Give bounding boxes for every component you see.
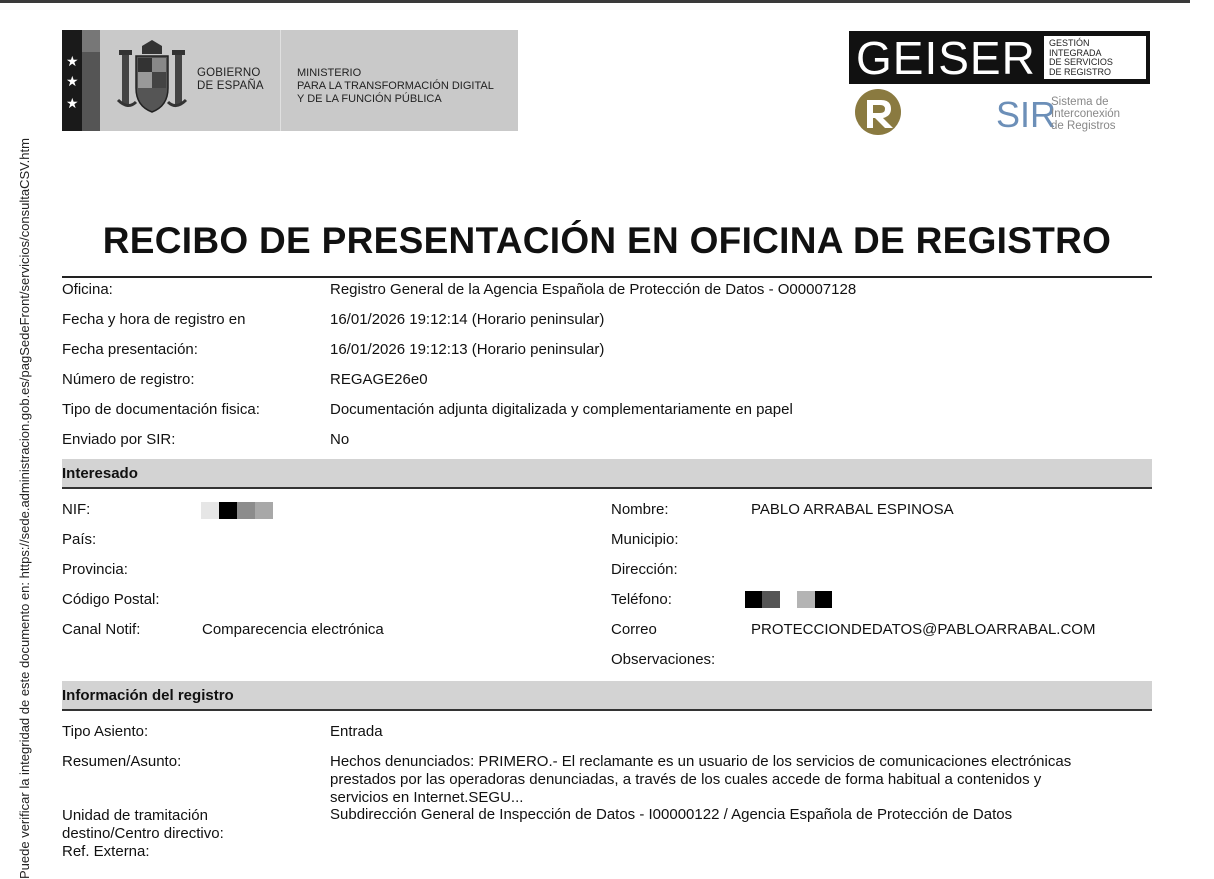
canal-notif-value: Comparecencia electrónica xyxy=(202,621,384,638)
enviado-sir-value: No xyxy=(330,431,350,448)
coat-of-arms-icon xyxy=(114,40,190,120)
resumen-line: servicios en Internet.SEGU... xyxy=(330,789,524,806)
tipo-asiento-value: Entrada xyxy=(330,723,383,740)
star-icon: ★ xyxy=(66,53,79,69)
oficina-value: Registro General de la Agencia Española de Protección de Datos - O00007128 xyxy=(330,281,857,298)
sir-logo-icon xyxy=(996,93,1057,135)
resumen-value xyxy=(330,753,1071,807)
gov-name-line: GOBIERNO xyxy=(197,67,261,79)
geiser-sub-line: DE SERVICIOS xyxy=(1049,57,1113,67)
tipo-asiento-label: Tipo Asiento: xyxy=(62,723,149,740)
star-icon: ★ xyxy=(66,73,79,89)
nif-label: NIF: xyxy=(62,501,91,518)
unidad-label-line: destino/Centro directivo: xyxy=(62,825,224,842)
gov-name-line: DE ESPAÑA xyxy=(197,80,264,92)
observaciones-label: Observaciones: xyxy=(611,651,716,668)
unidad-tramitacion-label xyxy=(62,807,224,843)
nombre-value: PABLO ARRABAL ESPINOSA xyxy=(751,501,954,518)
canal-notif-label: Canal Notif: xyxy=(62,621,141,638)
top-border xyxy=(0,0,1190,3)
ref-externa-label: Ref. Externa: xyxy=(62,843,150,860)
geiser-subtitle xyxy=(1049,39,1113,77)
sir-text-line: de Registros xyxy=(1051,120,1116,132)
unidad-tramitacion-value: Subdirección General de Inspección de Datos - I00000122 / Agencia Española de Protección de Datos xyxy=(330,806,1013,823)
svg-text:SIR: SIR xyxy=(996,94,1057,135)
direccion-label: Dirección: xyxy=(611,561,678,578)
gobierno-de-espana-label xyxy=(197,67,264,93)
ministry-line: PARA LA TRANSFORMACIÓN DIGITAL xyxy=(297,80,494,92)
fecha-presentacion-label: Fecha presentación: xyxy=(62,341,198,358)
pais-label: País: xyxy=(62,531,97,548)
registro-logo-icon xyxy=(853,88,903,136)
title-rule xyxy=(62,276,1152,278)
geiser-wordmark: GEISER xyxy=(856,32,1036,84)
divider xyxy=(280,30,281,131)
sir-text-line: Sistema de xyxy=(1051,96,1109,108)
tipo-documentacion-label: Tipo de documentación fisica: xyxy=(62,401,260,418)
fecha-presentacion-value: 16/01/2026 19:12:13 (Horario peninsular) xyxy=(330,341,605,358)
ministry-label xyxy=(297,67,494,106)
star-icon: ★ xyxy=(66,95,79,111)
section-title: Interesado xyxy=(62,465,138,482)
ministry-line: MINISTERIO xyxy=(297,67,362,79)
telefono-redacted xyxy=(745,591,832,608)
resumen-label: Resumen/Asunto: xyxy=(62,753,182,770)
provincia-label: Provincia: xyxy=(62,561,128,578)
resumen-line: prestados por las operadoras denunciadas, a través de los cuales accede de forma habitual a contenidos y xyxy=(330,771,1042,788)
nif-redacted xyxy=(201,502,273,519)
numero-registro-value: REGAGE26e0 xyxy=(330,371,428,388)
geiser-sub-line: DE REGISTRO xyxy=(1049,66,1112,77)
enviado-sir-label: Enviado por SIR: xyxy=(62,431,176,448)
sir-text-line: Interconexión xyxy=(1051,108,1121,120)
geiser-sub-line: GESTIÓN xyxy=(1049,38,1090,48)
oficina-label: Oficina: xyxy=(62,281,113,298)
ministry-line: Y DE LA FUNCIÓN PÚBLICA xyxy=(297,93,442,105)
correo-value: PROTECCIONDEDATOS@PABLOARRABAL.COM xyxy=(751,621,1096,638)
geiser-subtitle-box xyxy=(1043,35,1147,80)
correo-label: Correo xyxy=(611,621,657,638)
municipio-label: Municipio: xyxy=(611,531,679,548)
section-title: Información del registro xyxy=(62,687,234,704)
verification-url-text: Puede verificar la integridad de este documento en: https://sede.administracion.gob.es/pagSedeFront/servicios/consultaCSV.htm xyxy=(17,138,32,879)
interesado-section-header xyxy=(62,459,1152,489)
sir-subtitle xyxy=(1051,96,1120,132)
government-logo-block xyxy=(62,30,518,131)
unidad-label-line: Unidad de tramitación xyxy=(62,807,208,824)
fecha-registro-value: 16/01/2026 19:12:14 (Horario peninsular) xyxy=(330,311,605,328)
geiser-sub-line: INTEGRADA xyxy=(1049,47,1102,58)
tipo-documentacion-value: Documentación adjunta digitalizada y complementariamente en papel xyxy=(330,401,793,418)
document-title: RECIBO DE PRESENTACIÓN EN OFICINA DE REGISTRO xyxy=(102,220,1112,261)
nombre-label: Nombre: xyxy=(611,501,669,518)
geiser-logo xyxy=(849,31,1150,84)
fecha-registro-label: Fecha y hora de registro en xyxy=(62,311,246,328)
numero-registro-label: Número de registro: xyxy=(62,371,195,388)
informacion-registro-section-header xyxy=(62,681,1152,711)
codigo-postal-label: Código Postal: xyxy=(62,591,160,608)
telefono-label: Teléfono: xyxy=(611,591,672,608)
resumen-line: Hechos denunciados: PRIMERO.- El reclamante es un usuario de los servicios de comunicaciones electrónicas xyxy=(330,753,1072,770)
flag-strip-top xyxy=(82,30,100,52)
